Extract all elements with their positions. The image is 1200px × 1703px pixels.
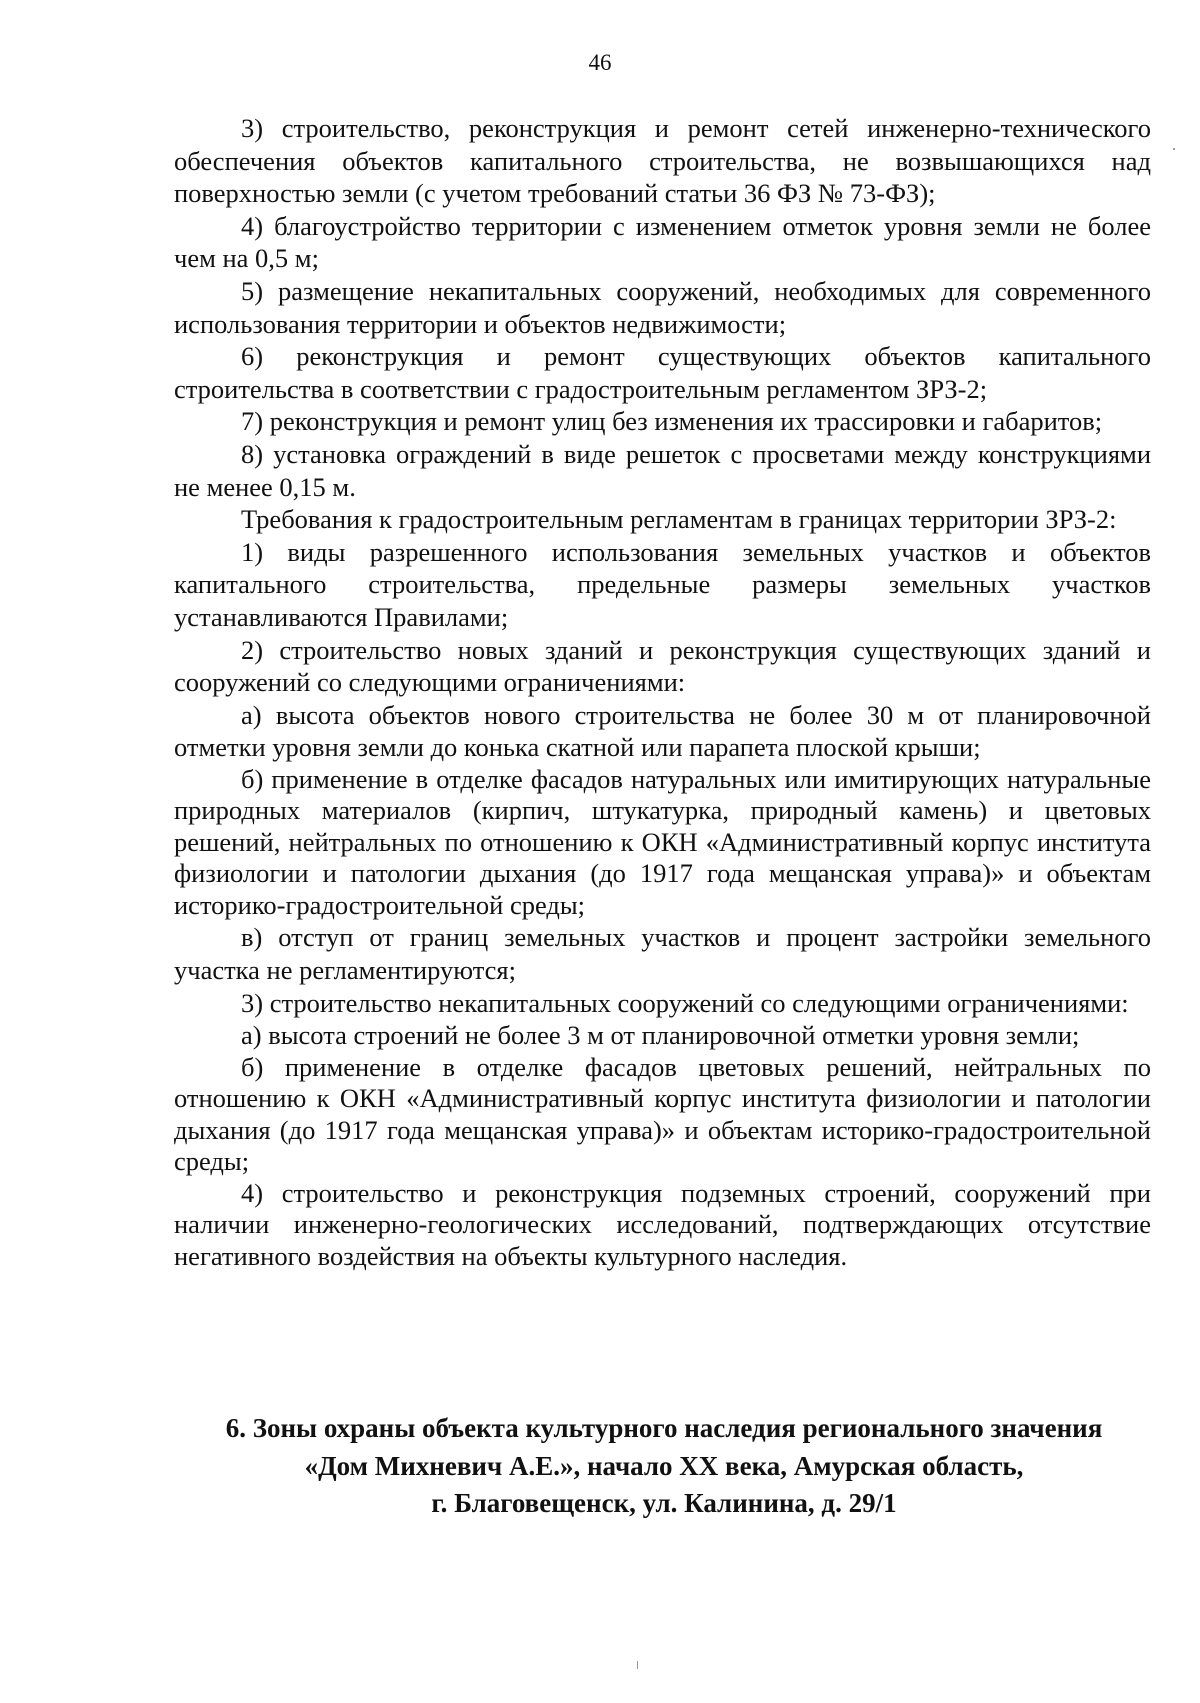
- paragraph-requirement-3a: а) высота строений не более 3 м от планировочной отметки уровня земли;: [241, 1020, 1080, 1051]
- section-heading-line-2: «Дом Михневич А.Е.», начало XX века, Амурская область,: [304, 1450, 1024, 1481]
- scan-speck: [637, 1661, 638, 1669]
- paragraph-requirement-4: 4) строительство и реконструкция подземных строений, сооружений при наличии инженерно-геологических исследований, подтверждающих отсутствие негативного воздействия на объекты культурного наследия.: [174, 1177, 1151, 1271]
- paragraph-item-5: 5) размещение некапитальных сооружений, необходимых для современного использования территории и объектов недвижимости;: [174, 275, 1151, 339]
- paragraph-item-6: 6) реконструкция и ремонт существующих объектов капитального строительства в соответствии с градостроительным регламентом ЗРЗ-2;: [174, 341, 1151, 404]
- section-heading: [174, 1410, 1154, 1523]
- body-text: [174, 112, 1151, 1272]
- page-number: 46: [588, 50, 612, 75]
- paragraph-requirement-2a: а) высота объектов нового строительства не более 30 м от планировочной отметки уровня земли до конька скатной или парапета плоской крыши;: [174, 699, 1151, 763]
- paragraph-item-7: 7) реконструкция и ремонт улиц без изменения их трассировки и габаритов;: [241, 406, 1103, 437]
- paragraph-requirement-2v: в) отступ от границ земельных участков и процент застройки земельного участка не регламентируются;: [174, 922, 1151, 985]
- paragraph-requirements-intro: Требования к градостроительным регламентам в границах территории ЗРЗ-2:: [241, 504, 1117, 535]
- paragraph-requirement-3b: б) применение в отделке фасадов цветовых решений, нейтральных по отношению к ОКН «Административный корпус института физиологии и патологии дыхания (до 1917 года мещанская управа)» и объектам историко-градостроительной среды;: [174, 1051, 1151, 1177]
- paragraph-requirement-3: 3) строительство некапитальных сооружений со следующими ограничениями:: [241, 987, 1129, 1018]
- paragraph-requirement-1: 1) виды разрешенного использования земельных участков и объектов капитального строительства, предельные размеры земельных участков устанавливаются Правилами;: [174, 536, 1151, 632]
- section-heading-line-1: 6. Зоны охраны объекта культурного наследия регионального значения: [225, 1413, 1103, 1443]
- paragraph-requirement-2b: б) применение в отделке фасадов натуральных или имитирующих натуральные природных материалов (кирпич, штукатурка, природный камень) и цветовых решений, нейтральных по отношению к ОКН «Административный корпус института физиологии и патологии дыхания (до 1917 года мещанская управа)» и объектам историко-градостроительной среды;: [174, 763, 1151, 920]
- section-heading-line-3: г. Благовещенск, ул. Калинина, д. 29/1: [431, 1488, 897, 1518]
- scan-speck: [1173, 148, 1175, 150]
- paragraph-item-3: 3) строительство, реконструкция и ремонт сетей инженерно-технического обеспечения объектов капитального строительства, не возвышающихся над поверхностью земли (с учетом требований статьи 36 ФЗ № 73-ФЗ);: [174, 113, 1151, 209]
- paragraph-requirement-2: 2) строительство новых зданий и реконструкция существующих зданий и сооружений со следующими ограничениями:: [174, 634, 1151, 698]
- paragraph-item-8: 8) установка ограждений в виде решеток с просветами между конструкциями не менее 0,15 м.: [174, 438, 1151, 502]
- paragraph-item-4: 4) благоустройство территории с изменением отметок уровня земли не более чем на 0,5 м;: [174, 210, 1151, 274]
